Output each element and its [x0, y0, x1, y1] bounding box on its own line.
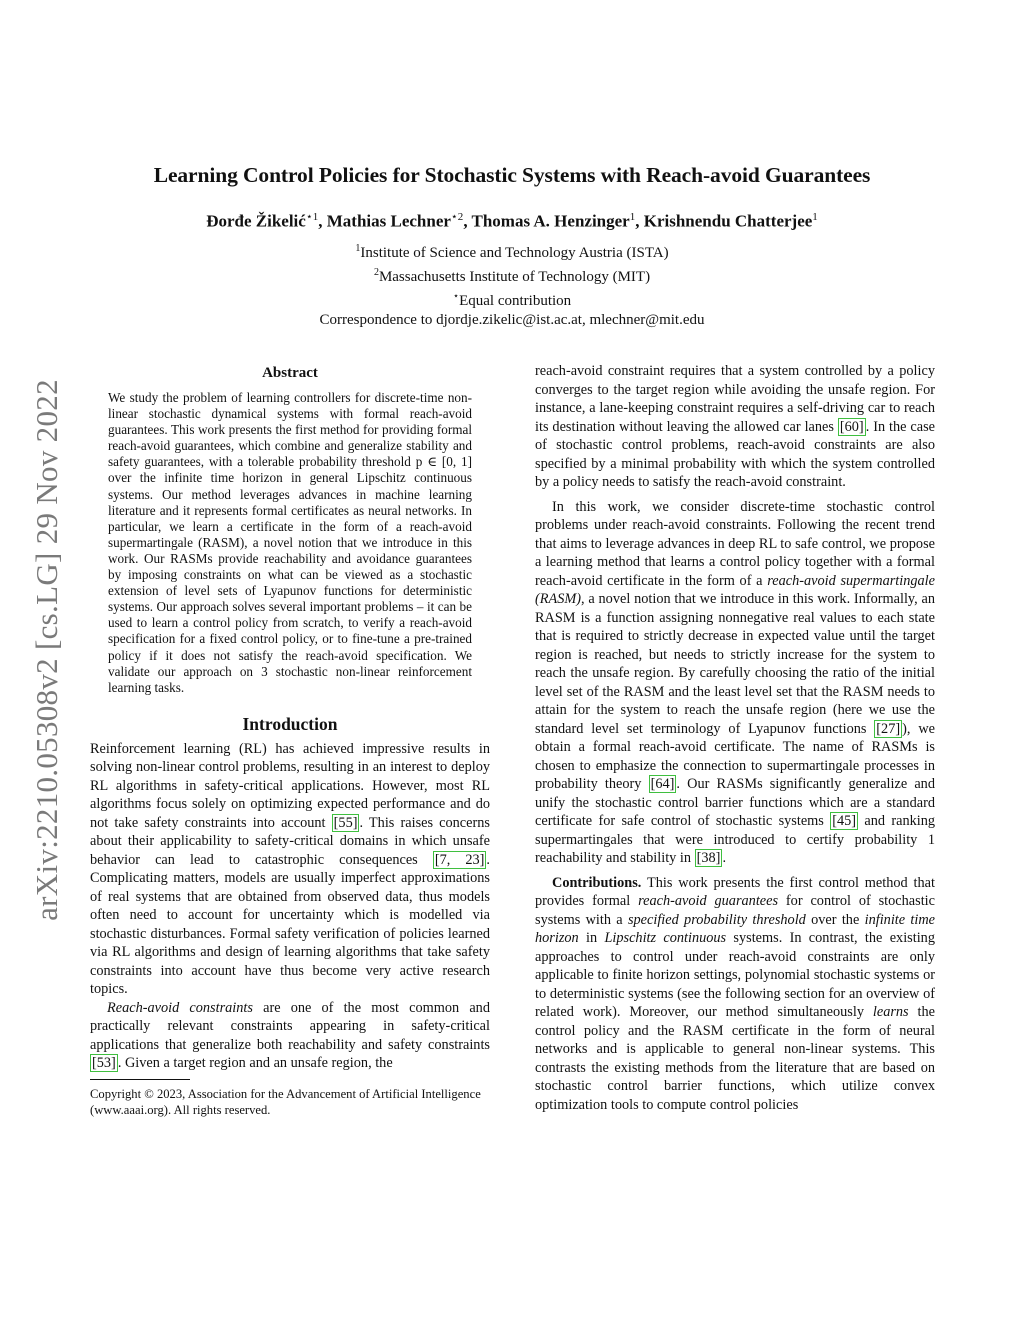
intro-paragraph-1 [90, 740, 490, 999]
affiliation-mark: ⋆ [452, 290, 460, 302]
author-mark: 1 [812, 211, 818, 223]
body-text: ), we obtain a formal reach-avoid certificate. The name of RASMs is chosen to emphasize the connection to supermartingale processes in probability theory [535, 720, 935, 792]
correspondence-line [60, 311, 964, 330]
author-list: Đorđe Žikelić$^{⋆1}$, Mathias Lechner$^{⋆2}$, Thomas A. Henzinger$^1$, Krishnendu Chatterjee$^1$ [206, 211, 818, 231]
body-text: systems. In contrast, the existing approaches to control under reach-avoid constraints are only applicable to finite horizon settings, polynomial stochastic systems or to deterministic systems (see the following section for an overview of related work). Moreover, our method simultaneously [535, 930, 935, 1020]
author-name: Krishnendu Chatterjee [643, 211, 813, 231]
body-text: In this work, we consider discrete-time stochastic control problems under reach-avoid constraints. Following the recent trend that aims to leverage advances in deep RL to safe control, we propose a learning method that learns a control policy together with a formal reach-avoid certificate in the form of a [535, 498, 935, 589]
author-name: Đorđe Žikelić [206, 211, 306, 231]
arxiv-identifier-text: arXiv:2210.05308v2 [cs.LG] 29 Nov 2022 [29, 379, 64, 921]
body-text: and ranking supermartingales that were introduced to certify probability 1 reachability and stability in [535, 813, 936, 866]
citation-link[interactable]: [7, 23] [434, 851, 485, 868]
affiliation-text: Massachusetts Institute of Technology (MIT) [378, 268, 651, 285]
body-text: the control policy and the RASM certificate in the form of neural networks and is applicable to general non-linear systems. This contrasts the existing methods from the literature that are based on stochastic control barrier functions, which utilize convex optimization tools to compute control policies [535, 1004, 935, 1113]
citation-link[interactable]: [53] [92, 1055, 116, 1072]
paper-header [60, 160, 964, 330]
body-text: , a novel notion that we introduce in this work. Informally, an RASM is a function assigning nonnegative real values to each state that is required to strictly decrease in expected value until the target region is reached, but needs to strictly increase for the system to reach the unsafe region. By carefully choosing the ratio of the initial level set of the RASM and the least level set that the RASM needs to attain for the system to reach the unsafe region (here we use the standard level set terminology of Lyapunov functions [535, 591, 935, 737]
emphasized-text: Lipschitz continuous [604, 930, 727, 946]
body-text: . Our RASMs significantly generalize and unify the stochastic control barrier functions which are a standard certificate for safe control of stochastic systems [535, 776, 935, 829]
affiliation-line [60, 263, 964, 287]
citation-link[interactable]: [38] [696, 850, 721, 866]
equal-contribution-note [60, 287, 964, 311]
body-text: in [578, 930, 605, 946]
body-text: . Given a target region and an unsafe region, the [117, 1055, 393, 1072]
body-text: over the [805, 911, 865, 928]
emphasized-text: infinite time horizon [535, 911, 936, 946]
affiliation-text: Equal contribution [459, 292, 572, 309]
emphasized-text: reach-avoid guarantees [638, 893, 779, 909]
citation-link[interactable]: [55] [333, 814, 358, 831]
intro-paragraph-3 [535, 362, 935, 492]
citation-link[interactable]: [60] [839, 418, 864, 435]
body-text: Reinforcement learning (RL) has achieved impressive results in solving non-linear control problems, resulting in an interest to deploy RL algorithms in safety-critical applications. However, most RL algorithms focus solely on optimizing expected performance and do not take safety constraints into account [90, 740, 490, 831]
footnote-rule [90, 1079, 190, 1080]
author-mark: ⋆2 [450, 211, 464, 223]
body-text: are one of the most common and practically relevant constraints appearing in safety-critical applications that generalize both reachability and safety constraints [90, 999, 490, 1053]
body-text: for control of stochastic systems with a [535, 893, 935, 928]
body-text: . [722, 850, 727, 866]
introduction-heading: Introduction [242, 713, 338, 734]
affiliation-text: Institute of Science and Technology Austria (ISTA) [360, 244, 669, 261]
emphasized-text: learns [872, 1004, 909, 1020]
right-column [535, 362, 935, 1114]
intro-paragraph-2 [90, 999, 490, 1073]
body-text: reach-avoid constraint requires that a system controlled by a policy converges to the target region while avoiding the unsafe region. For instance, a lane-keeping constraint requires a self-driving car to reach its destination without leaving the allowed car lanes [535, 363, 935, 435]
intro-paragraph-4 [535, 498, 935, 868]
affiliation-mark: 1 [355, 242, 361, 254]
bold-run-in-heading: Contributions. [552, 874, 642, 891]
author-name: Thomas A. Henzinger [471, 211, 630, 231]
left-column [90, 362, 490, 1118]
affiliation-line [60, 239, 964, 263]
affiliation-mark: 2 [373, 266, 379, 278]
body-text: . This raises concerns about their applicability to safety-critical domains in which unsafe behavior can lead to catastrophic consequences [90, 814, 490, 868]
copyright-footnote: Copyright © 2023, Association for the Advancement of Artificial Intelligence (www.aaai.org). All rights reserved. [90, 1086, 481, 1117]
body-text: . Complicating matters, models are usually imperfect approximations of real systems that are obtained from observed data, thus models often need to account for uncertainty which is modelled via stochastic disturbances. Formal safety verification of policies learned via RL algorithms and design of learning algorithms that take safety constraints into account have thus become very active research topics. [90, 851, 490, 998]
citation-link[interactable]: [45] [832, 813, 857, 829]
author-mark: ⋆1 [305, 211, 319, 223]
arxiv-identifier-stamp [30, 350, 64, 950]
emphasized-text: Reach-avoid constraints [107, 999, 253, 1016]
author-name: Mathias Lechner [326, 211, 451, 231]
author-mark: 1 [629, 211, 636, 223]
emphasized-text: specified probability threshold [627, 911, 806, 928]
abstract-heading: Abstract [262, 365, 318, 381]
paper-title: Learning Control Policies for Stochastic Systems with Reach-avoid Guarantees [153, 163, 871, 187]
contributions-paragraph [535, 874, 935, 1115]
citation-link[interactable]: [64] [650, 776, 675, 792]
body-text: This work presents the first control method that provides formal [535, 874, 935, 909]
citation-link[interactable]: [27] [876, 720, 901, 737]
emphasized-text: reach-avoid supermartingale (RASM) [535, 572, 935, 607]
correspondence-text: Correspondence to djordje.zikelic@ist.ac.at, mlechner@mit.edu [319, 311, 705, 328]
abstract-text: We study the problem of learning controllers for discrete-time non-linear stochastic dynamical systems with formal reach-avoid guarantees. This work presents the first method for providing formal reach-avoid guarantees, which combine and generalize stability and safety guarantees, with a tolerable probability threshold p ∈ [0, 1] over the infinite time horizon in general Lipschitz continuous systems. Our method leverages advances in machine learning literature and it represents formal certificates as neural networks. In particular, we learn a certificate in the form of a reach-avoid supermartingale (RASM), a novel notion that we introduce in this work. Our RASMs provide reachability and avoidance guarantees by imposing constraints on what can be viewed as a stochastic extension of level sets of Lyapunov functions for deterministic systems. Our approach solves several important problems – it can be used to learn a control policy from scratch, to verify a reach-avoid specification for a fixed control policy, or to fine-tune a pre-trained policy if it does not satisfy the reach-avoid specification. We validate our approach on 3 stochastic non-linear reinforcement learning tasks. [108, 390, 472, 695]
body-text: . In the case of stochastic control problems, reach-avoid constraints are also specified by a minimal probability with which the system controlled by a policy needs to satisfy the reach-avoid constraint. [535, 418, 935, 490]
